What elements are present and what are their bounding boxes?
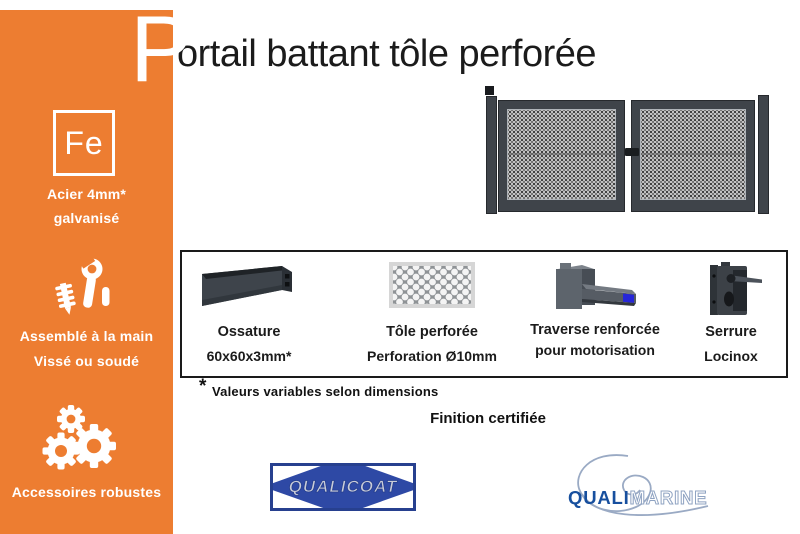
qualimarine-logo-text	[568, 487, 707, 509]
feature-label: Tôle perforée	[386, 324, 478, 340]
gate-post-right	[758, 95, 769, 214]
tube-profile-icon	[202, 262, 296, 317]
feature-label: Traverse renforcée	[530, 322, 660, 338]
feature-serrure	[680, 256, 782, 374]
feature-value: 60x60x3mm*	[206, 348, 292, 364]
footnote-marker: *	[199, 376, 207, 397]
feature-label: Serrure	[705, 324, 757, 340]
qualicoat-logo-text: QUALICOAT	[288, 477, 398, 496]
wrench-screw-icon	[52, 256, 116, 318]
screwed-welded-label: Vissé ou soudé	[33, 353, 140, 369]
qualimarine-part1: QUALI	[568, 487, 630, 508]
certification-heading: Finition certifiée	[430, 410, 546, 427]
gate-leaf-right	[631, 100, 755, 212]
feature-ossature	[188, 256, 310, 374]
page-title: ortail battant tôle perforée	[177, 33, 597, 75]
perforated-sheet-icon	[389, 262, 475, 308]
page-title-initial: P	[130, 0, 193, 101]
feature-value: pour motorisation	[535, 342, 655, 358]
feature-label: Ossature	[217, 324, 281, 340]
feature-tole-perforee	[352, 256, 512, 374]
gate-leaf-left	[498, 100, 625, 212]
feature-traverse	[518, 256, 672, 374]
steel-thickness-label: Acier 4mm*	[46, 186, 127, 202]
motor-beam-icon	[548, 262, 642, 321]
lock-icon	[698, 262, 764, 325]
iron-symbol-icon	[53, 110, 115, 176]
qualimarine-part2: MARINE	[629, 487, 708, 508]
qualimarine-logo	[556, 450, 714, 522]
gate-post-cap	[485, 86, 494, 95]
gate-handle	[625, 148, 639, 156]
perforated-mesh	[640, 109, 746, 200]
qualicoat-logo	[270, 463, 416, 511]
perforated-mesh	[507, 109, 616, 200]
gate-image	[478, 86, 778, 218]
gears-icon	[42, 404, 122, 476]
feature-value: Perforation Ø10mm	[367, 348, 497, 364]
gate-post-left	[486, 96, 497, 214]
fe-symbol: Fe	[64, 124, 104, 161]
galvanized-label: galvanisé	[53, 210, 120, 226]
footnote-text: Valeurs variables selon dimensions	[212, 384, 439, 399]
feature-value: Locinox	[704, 348, 758, 364]
hand-assembled-label: Assemblé à la main	[19, 328, 154, 344]
robust-accessories-label: Accessoires robustes	[11, 484, 162, 500]
